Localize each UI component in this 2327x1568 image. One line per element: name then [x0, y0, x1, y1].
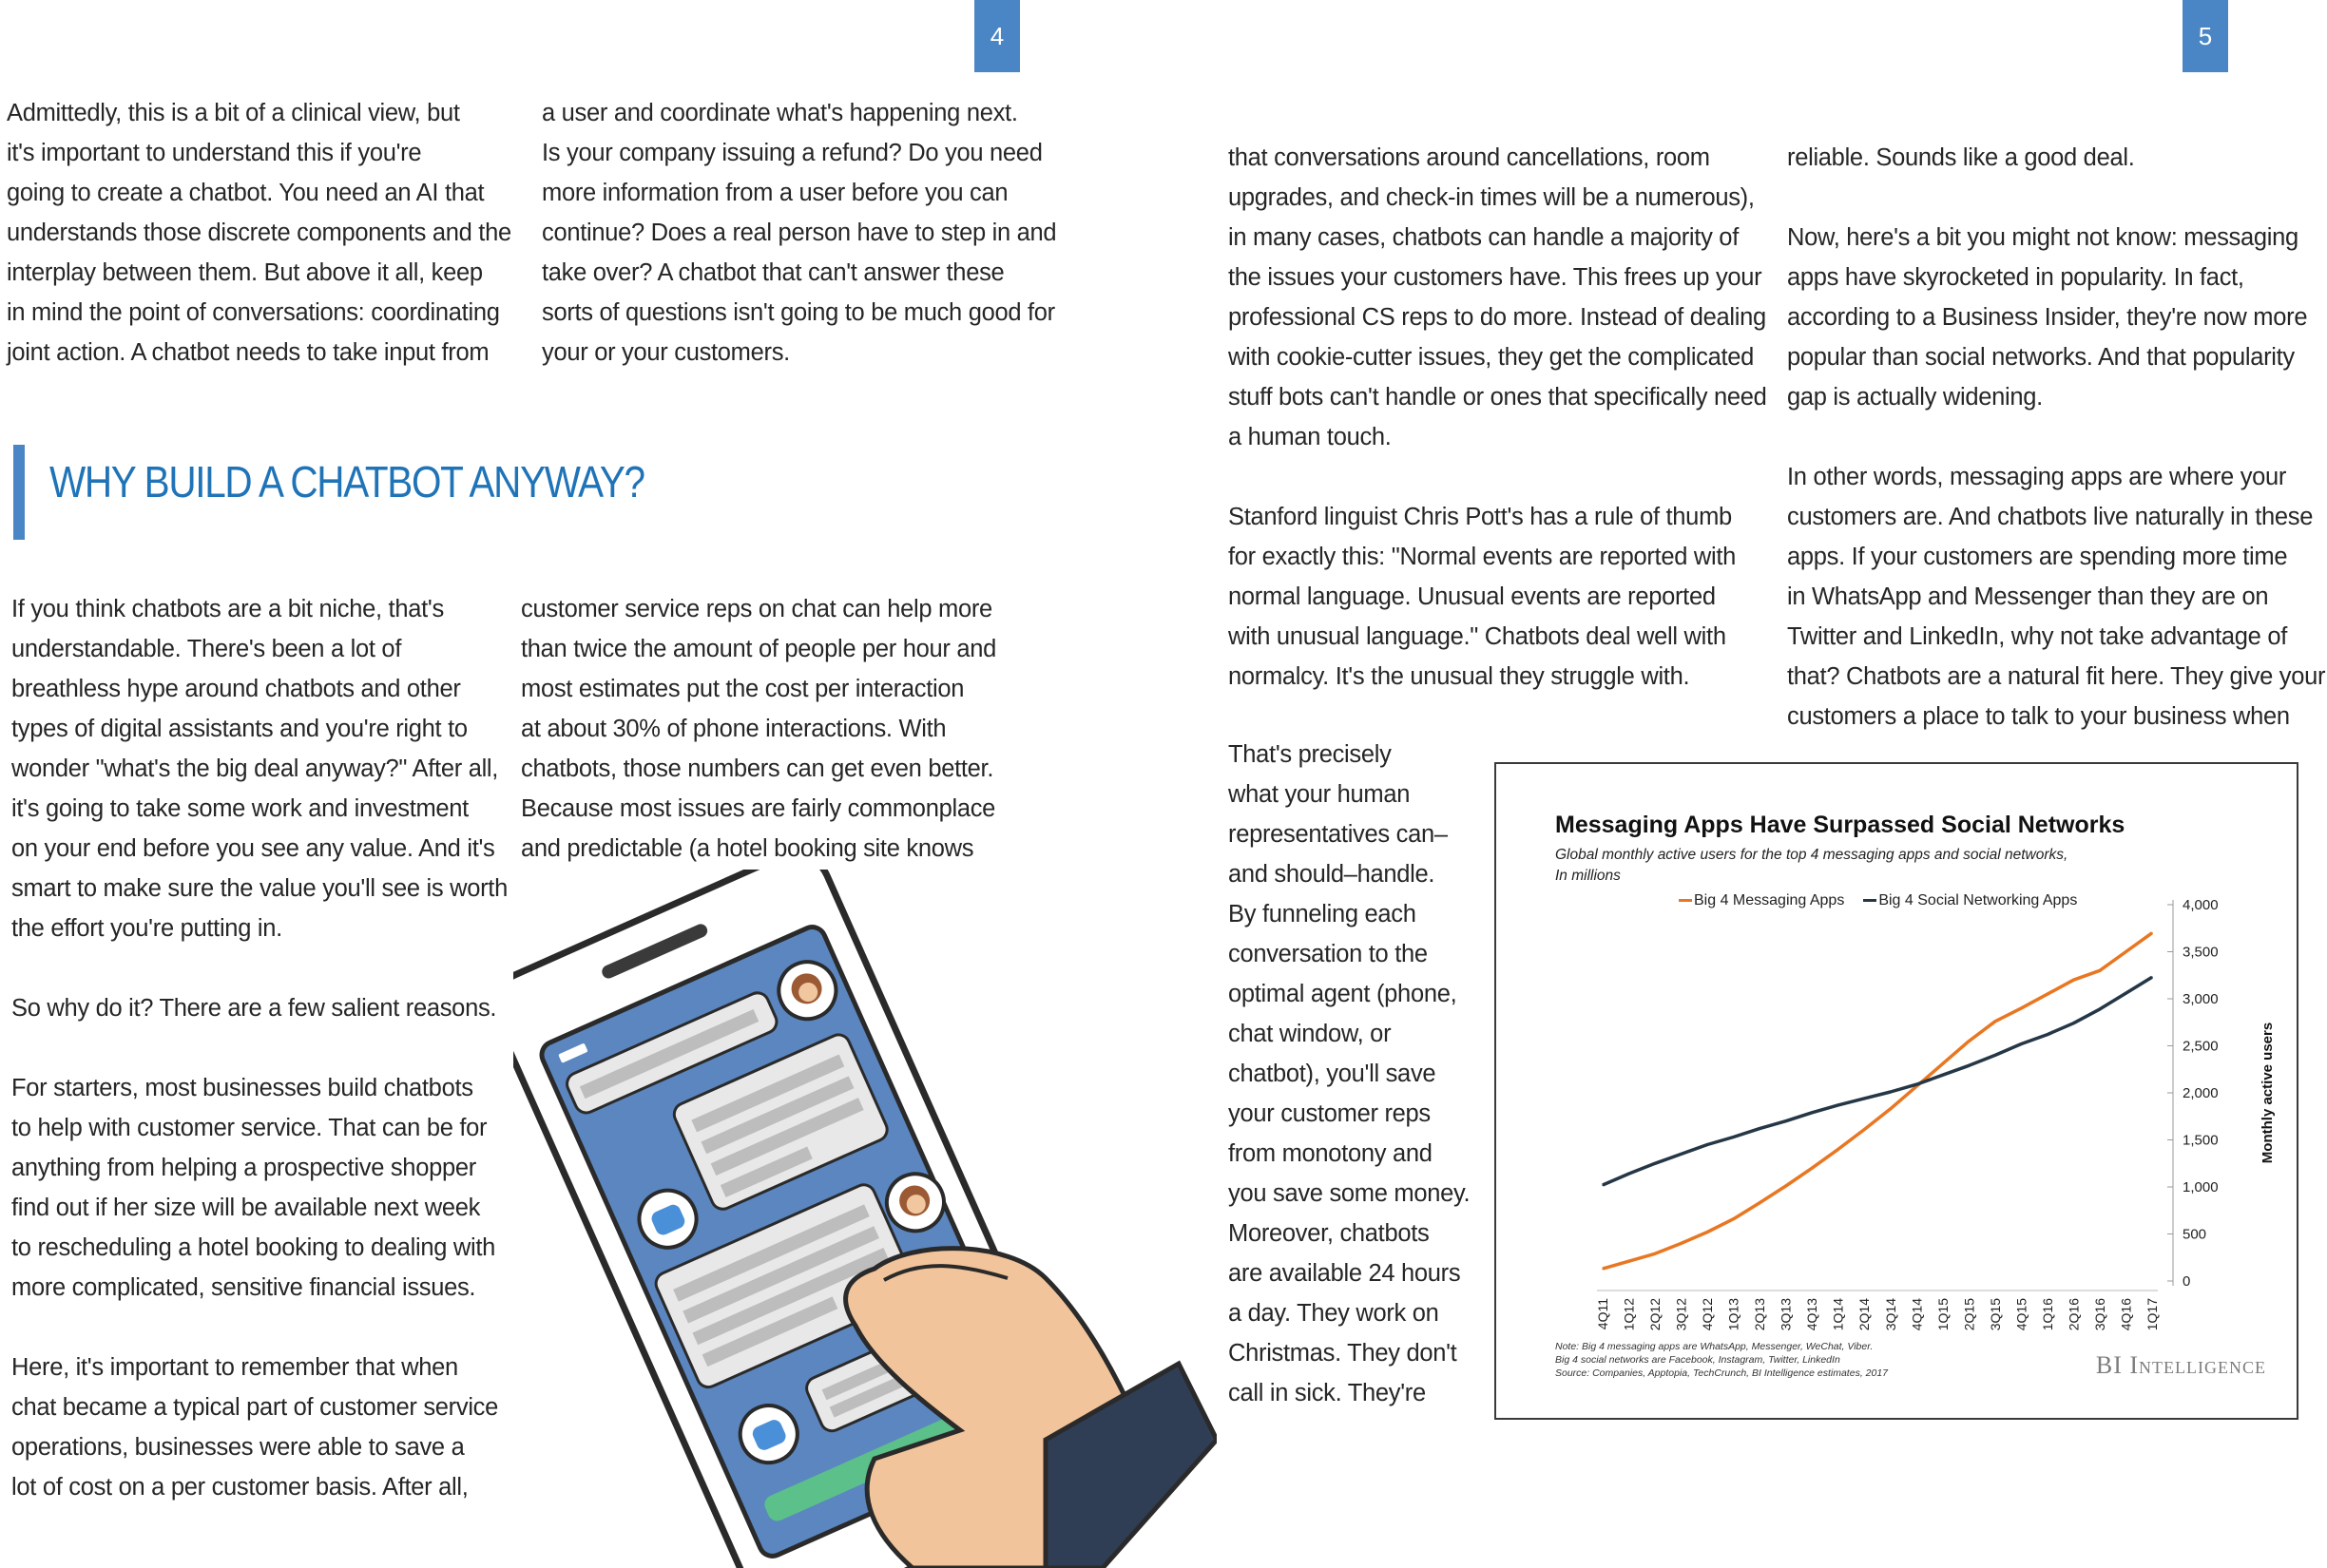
- text-line: it's important to understand this if you're: [7, 140, 422, 166]
- text-line: more complicated, sensitive financial issues.: [11, 1274, 476, 1301]
- x-tick-label: 1Q13: [1725, 1298, 1741, 1331]
- page-number-right: 5: [2183, 0, 2228, 72]
- text-line: operations, businesses were able to save a: [11, 1434, 465, 1461]
- messaging-point: [1994, 1021, 1996, 1023]
- body-column-1: [11, 589, 515, 1507]
- paragraph-gap: [1787, 417, 2319, 457]
- x-tick-label: 1Q17: [2144, 1298, 2160, 1331]
- messaging-point: [2047, 993, 2048, 995]
- social-point: [1628, 1173, 1630, 1175]
- intro-column-2: [542, 93, 1074, 373]
- page-number-left: 4: [974, 0, 1020, 72]
- social-point: [1785, 1120, 1787, 1122]
- text-line: Now, here's a bit you might not know: messaging: [1787, 224, 2298, 251]
- text-line: find out if her size will be available next week: [11, 1195, 481, 1221]
- messaging-point: [1890, 1108, 1892, 1110]
- chart-note: Big 4 social networks are Facebook, Instagram, Twitter, LinkedIn: [1555, 1354, 1840, 1366]
- chart-subtitle-line: In millions: [1555, 868, 1621, 884]
- x-tick-label: 2Q14: [1856, 1298, 1873, 1331]
- text-line: In other words, messaging apps are where your: [1787, 464, 2287, 490]
- section-heading: WHY BUILD A CHATBOT ANYWAY?: [49, 457, 644, 507]
- messaging-point: [1942, 1063, 1944, 1065]
- text-line: in mind the point of conversations: coordinating: [7, 299, 500, 326]
- y-tick-label: 2,000: [2183, 1085, 2219, 1101]
- text-line: normal language. Unusual events are reported: [1228, 583, 1716, 610]
- text-line: optimal agent (phone,: [1228, 981, 1457, 1007]
- text-line: to rescheduling a hotel booking to dealing with: [11, 1234, 496, 1261]
- messaging-point: [1837, 1149, 1839, 1151]
- text-line: Admittedly, this is a bit of a clinical view, but: [7, 100, 460, 126]
- text-line: Is your company issuing a refund? Do you need: [542, 140, 1043, 166]
- text-line: reliable. Sounds like a good deal.: [1787, 144, 2135, 171]
- chart-note: Note: Big 4 messaging apps are WhatsApp, Messenger, WeChat, Viber.: [1555, 1341, 1874, 1352]
- social-point: [2047, 1034, 2048, 1036]
- chatbot-phone-illustration: [513, 870, 1217, 1568]
- social-networks-line: [1603, 977, 2152, 1185]
- paragraph-gap: [11, 1028, 515, 1068]
- messaging-point: [1681, 1243, 1683, 1245]
- text-line: for exactly this: "Normal events are reported with: [1228, 544, 1737, 570]
- text-line: breathless hype around chatbots and other: [11, 676, 461, 702]
- y-tick-label: 0: [2183, 1273, 2191, 1290]
- text-line: continue? Does a real person have to step in and: [542, 220, 1057, 246]
- messaging-point: [1969, 1041, 1971, 1042]
- text-line: most estimates put the cost per interaction: [521, 676, 965, 702]
- social-point: [2151, 976, 2153, 978]
- messaging-point: [2021, 1007, 2023, 1009]
- social-point: [1969, 1064, 1971, 1066]
- y-tick-label: 3,500: [2183, 944, 2219, 961]
- x-tick-label: 3Q15: [1987, 1298, 2003, 1331]
- social-point: [2125, 992, 2127, 994]
- paragraph-gap: [11, 948, 515, 988]
- text-line: stuff bots can't handle or ones that specifically need: [1228, 384, 1767, 411]
- text-line: and predictable (a hotel booking site knows: [521, 835, 974, 862]
- social-point: [2099, 1008, 2101, 1010]
- x-tick-label: 1Q12: [1621, 1298, 1637, 1331]
- text-line: to help with customer service. That can be for: [11, 1115, 488, 1141]
- text-line: customers a place to talk to your business when: [1787, 703, 2290, 730]
- social-point: [1890, 1091, 1892, 1093]
- right-column-1: [1228, 138, 1779, 697]
- text-line: apps. If your customers are spending more time: [1787, 544, 2288, 570]
- y-tick-label: 1,500: [2183, 1132, 2219, 1149]
- text-line: understandable. There's been a lot of: [11, 636, 402, 662]
- text-line: going to create a chatbot. You need an AI that: [7, 180, 485, 206]
- social-point: [1837, 1104, 1839, 1106]
- text-line: a user and coordinate what's happening next.: [542, 100, 1018, 126]
- text-line: So why do it? There are a few salient reasons.: [11, 995, 497, 1022]
- text-line: chatbots, those numbers can get even better.: [521, 755, 994, 782]
- messaging-point: [2151, 932, 2153, 934]
- social-point: [1994, 1055, 1996, 1057]
- text-line: Moreover, chatbots: [1228, 1220, 1430, 1247]
- text-line: chat window, or: [1228, 1021, 1392, 1047]
- text-line: chat became a typical part of customer service: [11, 1394, 499, 1421]
- text-line: and should–handle.: [1228, 861, 1435, 888]
- paragraph-gap: [1787, 178, 2319, 218]
- text-line: understands those discrete components and the: [7, 220, 511, 246]
- social-point: [1811, 1112, 1813, 1114]
- text-line: Stanford linguist Chris Pott's has a rule of thumb: [1228, 504, 1732, 530]
- legend-label: Big 4 Social Networking Apps: [1878, 892, 2078, 908]
- text-line: sorts of questions isn't going to be much good for: [542, 299, 1055, 326]
- x-tick-label: 4Q13: [1804, 1298, 1820, 1331]
- x-tick-label: 1Q16: [2039, 1298, 2055, 1331]
- x-tick-label: 2Q13: [1752, 1298, 1768, 1331]
- social-point: [2021, 1043, 2023, 1045]
- text-line: than twice the amount of people per hour and: [521, 636, 996, 662]
- y-tick-label: 2,500: [2183, 1038, 2219, 1055]
- social-point: [1942, 1074, 1944, 1076]
- x-tick-label: 4Q15: [2013, 1298, 2029, 1331]
- paragraph-gap: [1228, 457, 1779, 497]
- x-tick-label: 2Q16: [2066, 1298, 2082, 1331]
- right-column-2: [1787, 138, 2326, 736]
- text-line: lot of cost on a per customer basis. After all,: [11, 1474, 469, 1501]
- social-point: [1759, 1128, 1760, 1130]
- social-point: [1602, 1184, 1604, 1186]
- text-line: what your human: [1228, 781, 1411, 808]
- text-line: conversation to the: [1228, 941, 1428, 967]
- heading-accent-bar: [13, 445, 25, 540]
- text-line: call in sick. They're: [1228, 1380, 1426, 1406]
- text-line: smart to make sure the value you'll see is worth: [11, 875, 508, 902]
- text-line: it's going to take some work and investment: [11, 795, 469, 822]
- text-line: types of digital assistants and you're right to: [11, 716, 468, 742]
- text-line: wonder "what's the big deal anyway?" After all,: [11, 755, 499, 782]
- text-line: normalcy. It's the unusual they struggle with.: [1228, 663, 1690, 690]
- text-line: take over? A chatbot that can't answer these: [542, 259, 1005, 286]
- text-line: gap is actually widening.: [1787, 384, 2043, 411]
- text-line: anything from helping a prospective shopper: [11, 1155, 476, 1181]
- messaging-point: [1733, 1218, 1735, 1220]
- text-line: upgrades, and check-in times will be a numerous),: [1228, 184, 1755, 211]
- text-line: Here, it's important to remember that when: [11, 1354, 458, 1381]
- social-point: [1681, 1154, 1683, 1156]
- text-line: By funneling each: [1228, 901, 1416, 927]
- legend-label: Big 4 Messaging Apps: [1694, 892, 1845, 908]
- text-line: are available 24 hours: [1228, 1260, 1461, 1287]
- text-line: a day. They work on: [1228, 1300, 1439, 1327]
- text-line: That's precisely: [1228, 741, 1392, 768]
- messaging-apps-line: [1603, 933, 2152, 1269]
- messaging-point: [2099, 970, 2101, 972]
- text-line: customers are. And chatbots live naturally in these: [1787, 504, 2314, 530]
- messaging-point: [1628, 1260, 1630, 1262]
- text-line: apps have skyrocketed in popularity. In fact,: [1787, 264, 2244, 291]
- x-tick-label: 3Q13: [1778, 1298, 1794, 1331]
- messaging-point: [2073, 979, 2075, 981]
- text-line: in WhatsApp and Messenger than they are on: [1787, 583, 2269, 610]
- text-line: your customer reps: [1228, 1100, 1431, 1127]
- messaging-point: [2125, 951, 2127, 953]
- bi-intelligence-logo: BI Intelligence: [2095, 1351, 2266, 1379]
- text-line: with unusual language." Chatbots deal well with: [1228, 623, 1726, 650]
- social-point: [1706, 1144, 1708, 1146]
- right-column-1-narrow: [1228, 735, 1475, 1413]
- text-line: according to a Business Insider, they're now more: [1787, 304, 2308, 331]
- text-line: on your end before you see any value. And it's: [11, 835, 495, 862]
- social-point: [1654, 1162, 1656, 1164]
- messaging-point: [1811, 1167, 1813, 1169]
- body-column-2: [521, 589, 1015, 869]
- text-line: professional CS reps to do more. Instead of dealing: [1228, 304, 1766, 331]
- y-tick-label: 1,000: [2183, 1179, 2219, 1195]
- social-point: [1915, 1083, 1917, 1085]
- social-point: [2073, 1023, 2075, 1024]
- text-line: joint action. A chatbot needs to take input from: [7, 339, 490, 366]
- x-tick-label: 3Q12: [1673, 1298, 1689, 1331]
- text-line: more information from a user before you can: [542, 180, 1009, 206]
- text-line: popular than social networks. And that popularity: [1787, 344, 2295, 371]
- text-line: that conversations around cancellations, room: [1228, 144, 1710, 171]
- text-line: chatbot), you'll save: [1228, 1061, 1436, 1087]
- x-tick-label: 1Q14: [1830, 1298, 1846, 1331]
- text-line: a human touch.: [1228, 424, 1392, 450]
- chart-plot-area: [1496, 764, 2297, 1418]
- text-line: Because most issues are fairly commonplace: [521, 795, 996, 822]
- text-line: that? Chatbots are a natural fit here. They give your: [1787, 663, 2326, 690]
- messaging-point: [1785, 1185, 1787, 1187]
- text-line: in many cases, chatbots can handle a majority of: [1228, 224, 1739, 251]
- intro-column-1: [7, 93, 529, 373]
- messaging-point: [1654, 1252, 1656, 1254]
- y-tick-label: 500: [2183, 1226, 2207, 1243]
- text-line: you save some money.: [1228, 1180, 1471, 1207]
- messaging-point: [1602, 1268, 1604, 1270]
- messaging-point: [1759, 1202, 1760, 1204]
- text-line: with cookie-cutter issues, they get the complicated: [1228, 344, 1755, 371]
- text-line: interplay between them. But above it all, keep: [7, 259, 483, 286]
- y-axis-label: Monthly active users: [2260, 1022, 2276, 1164]
- paragraph-gap: [11, 1308, 515, 1348]
- text-line: Twitter and LinkedIn, why not take advantage of: [1787, 623, 2287, 650]
- messaging-apps-chart: [1494, 762, 2298, 1420]
- social-point: [1733, 1137, 1735, 1138]
- y-tick-label: 3,000: [2183, 991, 2219, 1007]
- chart-subtitle-line: Global monthly active users for the top 4 messaging apps and social networks,: [1555, 847, 2068, 863]
- text-line: the issues your customers have. This frees up your: [1228, 264, 1762, 291]
- social-point: [1863, 1098, 1865, 1100]
- x-tick-label: 2Q15: [1961, 1298, 1977, 1331]
- chart-note: Source: Companies, Apptopia, TechCrunch, BI Intelligence estimates, 2017: [1555, 1367, 1889, 1379]
- text-line: representatives can–: [1228, 821, 1448, 848]
- text-line: at about 30% of phone interactions. With: [521, 716, 947, 742]
- x-tick-label: 3Q14: [1882, 1298, 1898, 1331]
- text-line: your or your customers.: [542, 339, 790, 366]
- x-tick-label: 3Q16: [2091, 1298, 2107, 1331]
- x-tick-label: 4Q12: [1700, 1298, 1716, 1331]
- text-line: from monotony and: [1228, 1140, 1433, 1167]
- text-line: If you think chatbots are a bit niche, that's: [11, 596, 444, 622]
- x-tick-label: 1Q15: [1934, 1298, 1951, 1331]
- x-tick-label: 4Q14: [1909, 1298, 1925, 1331]
- text-line: For starters, most businesses build chatbots: [11, 1075, 473, 1101]
- messaging-point: [1706, 1232, 1708, 1233]
- text-line: the effort you're putting in.: [11, 915, 282, 942]
- x-tick-label: 2Q12: [1647, 1298, 1664, 1331]
- chart-notes: [1555, 1340, 1888, 1380]
- y-tick-label: 4,000: [2183, 897, 2219, 913]
- chart-title: Messaging Apps Have Surpassed Social Networks: [1555, 812, 2125, 838]
- messaging-point: [1863, 1129, 1865, 1131]
- x-tick-label: 4Q11: [1595, 1298, 1610, 1330]
- text-line: Christmas. They don't: [1228, 1340, 1457, 1367]
- text-line: customer service reps on chat can help more: [521, 596, 992, 622]
- x-tick-label: 4Q16: [2118, 1298, 2134, 1331]
